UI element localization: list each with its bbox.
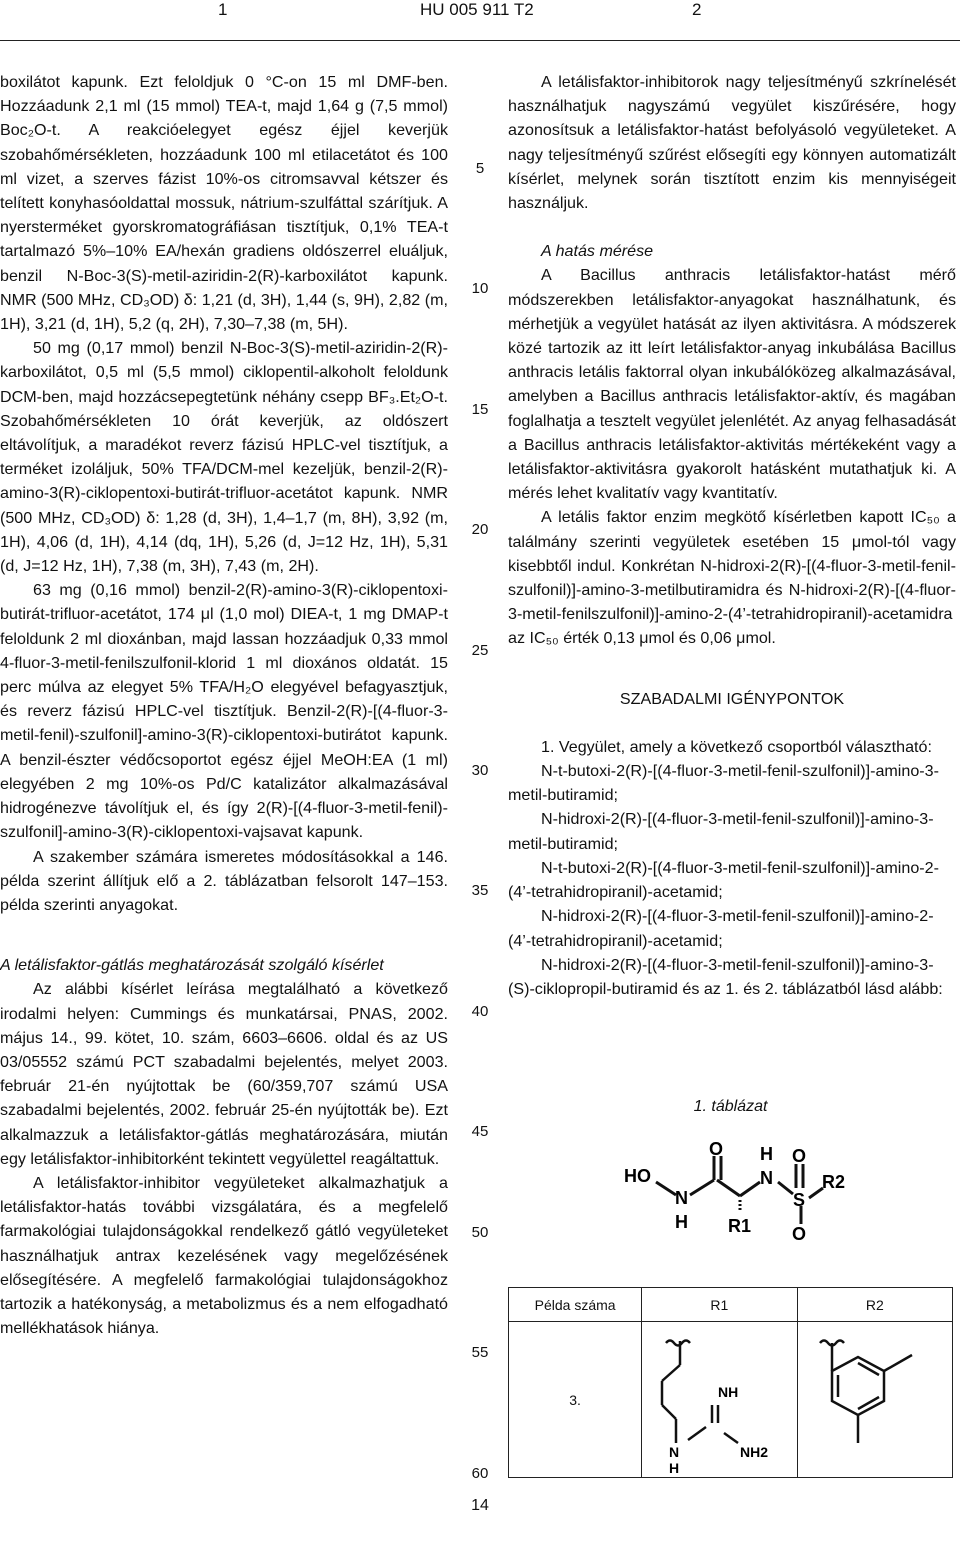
claim-item-5: N-hidroxi-2(R)-[(4-fluor-3-metil-fenil-szulfonil)]-amino-3-(S)-ciklopropil-butiramid és az 1. és 2. táblázatból lásd alább: [508,955,943,998]
general-structure [618,1140,868,1260]
structure-n-mid-label: N [760,1168,773,1188]
left-paragraph-3: 63 mg (0,16 mmol) benzil-2(R)-amino-3(R)-ciklopentoxi-butirát-trifluor-acetátot, 174 μl (1,0 mol) DIEA-t, 1 mg DMAP-t feloldunk 2 ml dioxánban, majd lassan hozzáadjuk 0,33 mmol 4-fluor-3-metil-fenilszulfonil-klorid 1 ml dioxános oldatát. 15 perc múlva az elegyet 5% TFA/H₂O elegyével befagyasztjuk, és reverz fázisú HPLC-vel tisztítjuk. Benzil-2(R)-[(4-fluor-3-metil-fenil)-szulfonil]-amino-3(R)-ciklopentoxi-butirátot kapunk. A benzil-észter védőcsoportot egész éjjel MeOH:EA (1 ml) elegyében 2 mg 10%-os Pd/C katalizátor alkalmazásával hidrogénezve távolítjuk el, és így 2(R)-[(4-fluor-3-metil-fenil)-szulfonil]-amino-3(R)-ciklopentoxi-vajsavat kapunk. [0,581,448,842]
header-title: HU 005 911 T2 [420,0,534,19]
header-rule [0,40,960,41]
structure-ho-label: HO [624,1166,651,1186]
table-cell-r2-structure [797,1322,952,1478]
line-number-25: 25 [471,642,489,659]
right-paragraph-1: A letálisfaktor-inhibitorok nagy teljesítményű szkrínelését használhatjuk nagyszámú vegyület kiszűrésére, hogy azonosítsuk a letálisfaktor-hatást befolyásoló vegyületeket. A nagy teljesítményű szűrést elősegíti egy könnyen automatizált kísérlet, melynek során tisztított enzim kis mennyiségeit használjuk. [508,73,956,213]
r1-h-label: H [669,1459,680,1475]
left-column [0,70,448,1340]
structure-n-left-label: N [675,1188,688,1208]
line-number-45: 45 [471,1123,489,1140]
structure-o-label: O [709,1140,724,1159]
page-number: 14 [471,1497,489,1514]
line-number-60: 60 [471,1465,489,1482]
right-column [508,70,956,1001]
line-number-30: 30 [471,762,489,779]
line-number-10: 10 [471,280,489,297]
claim-item-1: N-t-butoxi-2(R)-[(4-fluor-3-metil-fenil-szulfonil)]-amino-3-metil-butiramid; [508,762,939,805]
table-row [509,1322,953,1478]
header-page-right: 2 [692,0,702,19]
line-number-20: 20 [471,521,489,538]
header-page-left: 1 [218,0,228,19]
table-cell-r1-structure [642,1322,797,1478]
claim-item-3: N-t-butoxi-2(R)-[(4-fluor-3-metil-fenil-szulfonil)]-amino-2-(4’-tetrahidropiranil)-acetamid; [508,858,939,902]
structure-h-top-label: H [760,1144,773,1164]
structure-r1-label: R1 [728,1216,752,1236]
left-paragraph-4: A szakember számára ismeretes módosításokkal a 146. példa szerint állítjuk elő a 2. táblázatban felsorolt 147–153. példa szerinti anyagokat. [0,847,448,914]
table-cell-number: 3. [509,1322,642,1478]
structure-o2-label: O [792,1224,807,1244]
claim-1: 1. Vegyület, amely a következő csoportból választható: [541,737,932,756]
r1-nh2-label: NH2 [740,1443,769,1460]
line-number-50: 50 [471,1224,489,1241]
line-number-5: 5 [475,160,485,177]
line-number-55: 55 [471,1344,489,1361]
right-paragraph-3: A letális faktor enzim megkötő kísérletben kapott IC₅₀ a találmány szerinti vegyületek esetében 15 μmol-tól vagy kisebbtől indul. Konkrétan N-hidroxi-2(R)-[(4-fluor-3-metil-fenil-szulfonil)]-amino-3-metilbutiramidra és N-hidroxi-2(R)-[(4-fluor-3-metil-fenilszulfonil)]-amino-2-(4’-tetrahidropiranil)-acetamidra az IC₅₀ érték 0,13 μmol és 0,06 μmol. [508,508,956,648]
structure-o1-label: O [792,1146,807,1166]
example-table [508,1287,953,1478]
right-paragraph-2: A Bacillus anthracis letálisfaktor-hatást mérő módszerekben letálisfaktor-anyagokat használhatunk, és mérhetjük a vegyület hatását az ilyen aktivitásra. A módszerek közé tartozik az itt leírt letálisfaktor-anyag inkubálása Bacillus anthracis letális faktorral olyan inkubálóközeg alkalmazásával, amelyben a Bacillus anthracis letálisfaktor-aktív, és magában foglalhatja a tesztelt vegyület jelenlétét. Az anyag felhasadását a Bacillus anthracis letálisfaktor-aktivitás mértékeként vagy a letálisfaktor-aktivitásra gyakorolt hatásként mutathatjuk ki. A mérés lehet kvalitatív vagy kvantitatív. [508,266,956,503]
left-paragraph-1: boxilátot kapunk. Ezt feloldjuk 0 °C-on 15 ml DMF-ben. Hozzáadunk 2,1 ml (15 mmol) TEA-t, majd 1,64 g (7,5 mmol) Boc₂O-t. A reakcióelegyet egész éjjel keverjük szobahőmérsékleten, hozzáadunk 100 ml etilacetátot és 100 ml vizet, a szerves fázist 10%-os citromsavval kétszer és telített konyhasóoldattal mossuk, nátrium-szulfáttal szárítjuk. A nyersterméket gyorskromatográfiásan tisztítjuk, 0,1% TEA-t tartalmazó 5%–10% EA/hexán gradiens oldószerrel eluáljuk, benzil N-Boc-3(S)-metil-aziridin-2(R)-karboxilátot kapunk. NMR (500 MHz, CD₃OD) δ: 1,21 (d, 3H), 1,44 (s, 9H), 2,82 (m, 1H), 3,21 (d, 1H), 5,2 (q, 2H), 7,30–7,38 (m, 5H). [0,73,448,334]
table-header-r2: R2 [797,1288,952,1322]
structure-s-label: S [793,1190,806,1210]
left-paragraph-6: A letálisfaktor-inhibitor vegyületeket alkalmazhatjuk a letálisfaktor-hatás további vizsgálatára, és a megfelelő farmakológiai tulajdonságokkal rendelkező gátló vegyületeket használhatjuk antrax kezelésének vagy megelőzésének elősegítésére. A megfelelő farmakológiai tulajdonságokhoz tartozik a hatékonyság, a metabolizmus és a nem elfogadható mellékhatások hiánya. [0,1173,448,1338]
r1-n-label: N [669,1443,680,1460]
assay-heading: A letálisfaktor-gátlás meghatározását szolgáló kísérlet [0,956,384,975]
claim-item-4: N-hidroxi-2(R)-[(4-fluor-3-metil-fenil-szulfonil)]-amino-2-(4’-tetrahidropiranil)-acetamid; [508,907,934,950]
left-paragraph-5: Az alábbi kísérlet leírása megtalálható a következő irodalmi helyen: Cummings és munkatársai, PNAS, 2002. május 14., 99. kötet, 10. szám, 6603–6606. oldal és az US 03/05552 számú PCT szabadalmi bejelentés, melyet 2003. február 21-én nyújtottak be (60/359,707 számú USA szabadalmi bejelentés, 2002. február 25-én nyújtották be). Ezt alkalmazzuk a letálisfaktor-gátlás meghatározására, miután egy letálisfaktor-inhibitorként tekintett vegyülettel reagáltattuk. [0,980,448,1168]
line-number-15: 15 [471,401,489,418]
table-header-example-number: Példa száma [509,1288,642,1322]
structure-h-left-label: H [675,1212,688,1232]
claim-item-2: N-hidroxi-2(R)-[(4-fluor-3-metil-fenil-szulfonil)]-amino-3-metil-butiramid; [508,810,934,853]
left-paragraph-2: 50 mg (0,17 mmol) benzil N-Boc-3(S)-metil-aziridin-2(R)-karboxilátot, 0,5 ml (5,5 mmol) ciklopentil-alkoholt feloldunk DCM-ben, majd hozzácsepegtetünk néhány csepp BF₃.Et₂O-t. Szobahőmérsékleten 10 órát keverjük, az oldószert eltávolítjuk, a maradékot reverz fázisú HPLC-vel tisztítjuk, a terméket izoláljuk, 50% TFA/DCM-mel kezeljük, benzil-2(R)-amino-3(R)-ciklopentoxi-butirát-trifluor-acetátot kapunk. NMR (500 MHz, CD₃OD) δ: 1,28 (d, 3H), 1,4–1,7 (m, 8H), 3,92 (m, 1H), 4,06 (d, 1H), 4,14 (dq, 1H), 5,26 (d, J=12 Hz, 1H), 5,31 (d, J=12 Hz, 1H), 7,38 (m, 3H), 7,43 (m, 2H). [0,339,448,576]
r1-nh-label: NH [718,1383,739,1400]
r2-structure [800,1325,950,1475]
line-number-35: 35 [471,882,489,899]
structure-r2-label: R2 [822,1172,846,1192]
table-header-r1: R1 [642,1288,797,1322]
claims-heading: SZABADALMI IGÉNYPONTOK [619,689,845,708]
line-number-40: 40 [471,1003,489,1020]
table-caption: 1. táblázat [693,1098,768,1115]
r1-structure [644,1325,794,1475]
effect-heading: A hatás mérése [541,242,654,261]
